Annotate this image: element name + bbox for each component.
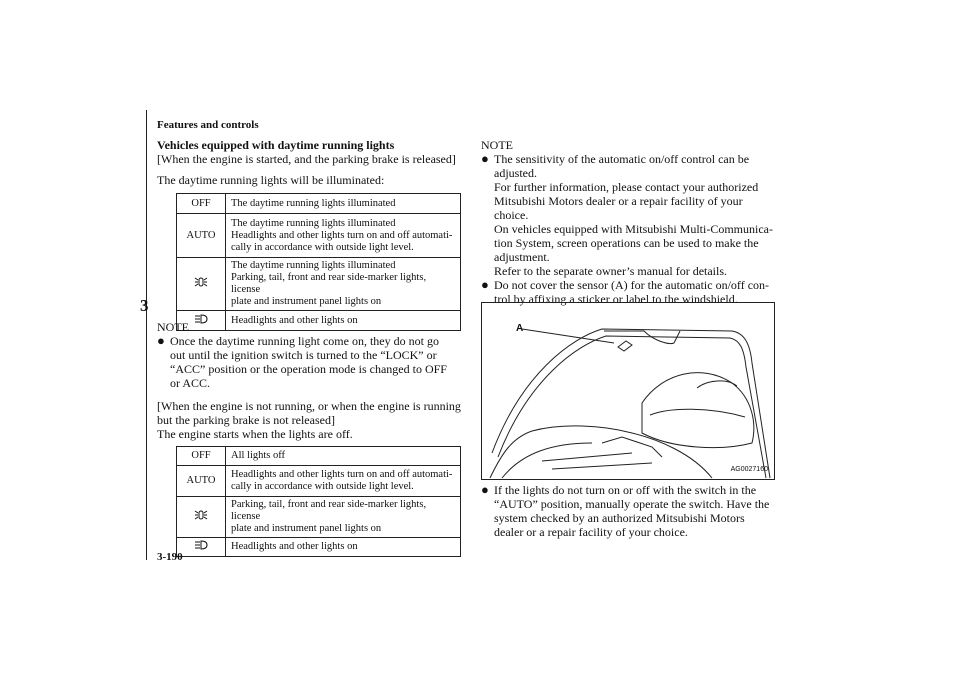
chapter-number: 3 xyxy=(140,296,149,315)
table-row xyxy=(177,466,461,497)
switch-position: OFF xyxy=(177,194,226,214)
lights-table-1 xyxy=(176,193,461,331)
table-cell: Parking, tail, front and rear side-marker lights, license plate and instrument panel lights on xyxy=(226,497,461,538)
switch-position: AUTO xyxy=(177,466,226,497)
table-cell: All lights off xyxy=(226,447,461,466)
table-cell: The daytime running lights illuminated Headlights and other lights turn on and off automati- cally in accordance with outside light level. xyxy=(226,214,461,258)
table-row xyxy=(177,447,461,466)
bullet-icon: ● xyxy=(481,482,489,497)
switch-position: AUTO xyxy=(177,214,226,258)
parking-light-icon xyxy=(194,510,208,520)
table-cell: The daytime running lights illuminated Parking, tail, front and rear side-marker lights, license plate and instrument panel lights on xyxy=(226,258,461,311)
headlight-icon xyxy=(194,540,208,550)
table-cell: Headlights and other lights on xyxy=(226,538,461,557)
table-row xyxy=(177,194,461,214)
table-row xyxy=(177,258,461,311)
bullet-icon: ● xyxy=(157,333,165,348)
condition-text-1: [When the engine is started, and the parking brake is released] xyxy=(157,152,456,166)
table-cell: Headlights and other lights turn on and off automati- cally in accordance with outside light level. xyxy=(226,466,461,497)
table-row xyxy=(177,538,461,557)
parking-light-icon xyxy=(194,277,208,287)
note-bullet: ● The sensitivity of the automatic on/off control can be adjusted. For further information, please contact your authorized Mitsubishi Motors dealer or a repair facility of your choice. On vehicles equipped with Mitsubishi Multi-Communica- tion System, screen operations can be used to make the adjustment. Refer to the separate owner’s manual for details. xyxy=(481,151,773,278)
note-bullet: ● Once the daytime running light come on, they do not go out until the ignition switch is turned to the “LOCK” or “ACC” position or the operation mode is changed to OFF or ACC. xyxy=(157,333,447,390)
note-title: NOTE xyxy=(481,138,513,152)
lights-table-2 xyxy=(176,446,461,557)
bullet-icon: ● xyxy=(481,151,489,166)
note-block-right xyxy=(481,138,773,306)
switch-position: OFF xyxy=(177,447,226,466)
section-heading: Vehicles equipped with daytime running lights xyxy=(157,138,395,152)
figure-code: AG0027160 xyxy=(730,466,768,473)
table-cell: Headlights and other lights on xyxy=(226,311,461,331)
note-bullet: ● If the lights do not turn on or off with the switch in the “AUTO” position, manually operate the switch. Have the system checked by an authorized Mitsubishi Motors dealer or a repair facility of your choice. xyxy=(481,482,770,539)
table-cell: The daytime running lights illuminated xyxy=(226,194,461,214)
note-block-right-2 xyxy=(481,483,773,539)
note-block-left xyxy=(157,320,461,390)
figure-label-a: A xyxy=(516,323,524,334)
windshield-sensor-figure xyxy=(481,302,775,480)
condition-text-2: [When the engine is not running, or when the engine is running but the parking brake is not released] xyxy=(157,399,461,427)
intro-text-1: The daytime running lights will be illuminated: xyxy=(157,173,385,187)
note-title: NOTE xyxy=(157,320,189,334)
bullet-icon: ● xyxy=(481,277,489,292)
section-header: Features and controls xyxy=(157,119,259,131)
table-row xyxy=(177,497,461,538)
note-bullet: ● Do not cover the sensor (A) for the automatic on/off con- trol by affixing a sticker or label to the windshield. xyxy=(481,277,770,306)
chapter-divider xyxy=(146,110,147,560)
page-number: 3-190 xyxy=(157,551,183,563)
intro-text-2: The engine starts when the lights are off. xyxy=(157,427,353,441)
table-row xyxy=(177,214,461,258)
windshield-illustration xyxy=(482,303,774,479)
